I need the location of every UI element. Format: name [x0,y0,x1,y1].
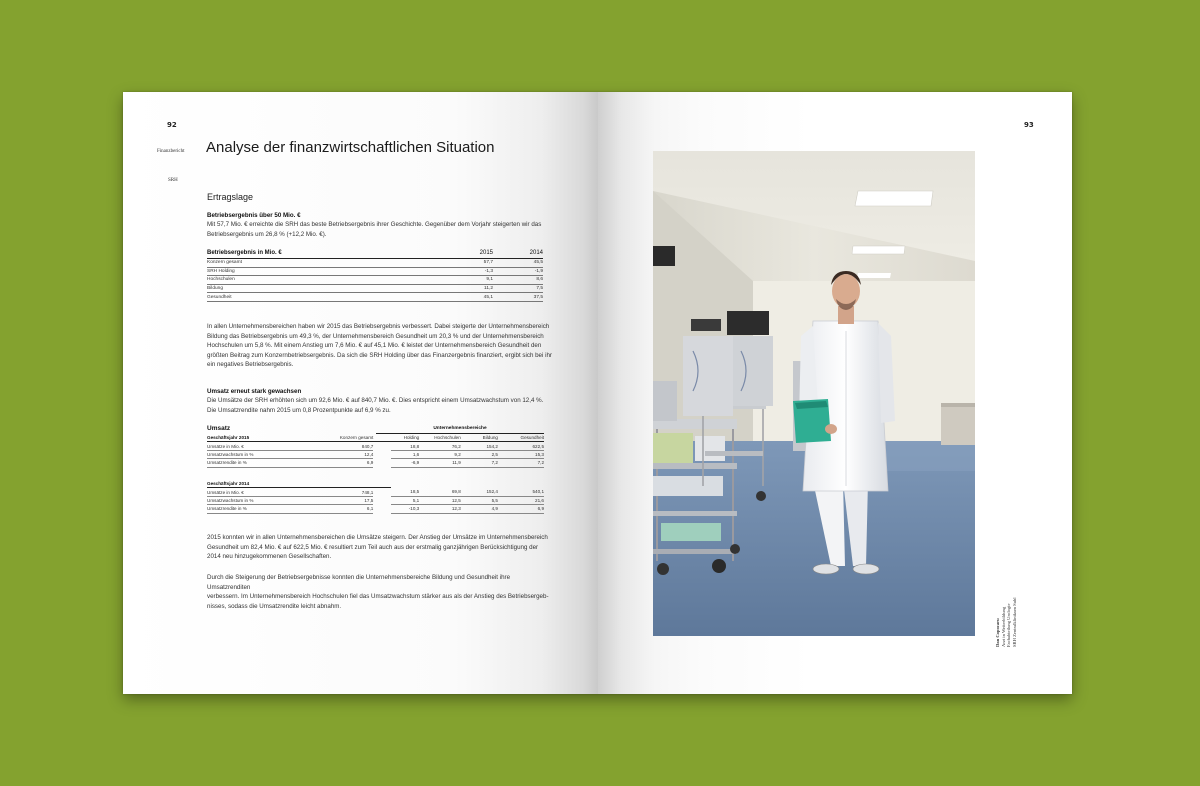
table-row [207,459,544,467]
cell: 1,6 [391,450,419,458]
cell-2014: 8,6 [493,276,543,285]
text-line: nisses, sodass die Umsatzrendite leicht abnahm. [207,602,342,610]
photo-illustration [653,151,975,636]
cell: 12,3 [419,505,461,513]
row-label: Umsatzrendite in % [207,459,316,467]
cell: 6,9 [498,505,544,513]
doctor-portrait-photo [653,151,975,636]
cell: 7,2 [498,459,544,467]
table-header-row [207,434,544,442]
cell-2014: 37,5 [493,293,543,302]
caption-line: Arzt in Weiterbildung [1000,606,1006,647]
cell-2015: 11,2 [453,284,493,293]
col-hochschulen: Hochschulen [419,434,461,442]
table-header-row [207,480,544,488]
block3-paragraph [207,396,552,415]
table-row [207,293,543,302]
paragraph-return-on-sales [207,573,552,611]
text-line: Durch die Steigerung der Betriebsergebnisse konnten die Unternehmensbereiche Bildung und Gesundheit ihre Umsatzrenditen [207,574,511,591]
cell: 9,2 [419,450,461,458]
caption-line: SRH Zentralklinikum Suhl [1011,597,1017,647]
table-row [207,259,543,268]
page-number-left: 92 [167,121,177,129]
table-row [207,496,544,504]
block1-paragraph [207,220,552,239]
paragraph-operating-result [207,322,552,370]
cell: 622,5 [498,442,544,450]
cell: 2,5 [461,450,498,458]
text-line: Bildung das Betriebsergebnis um 49,3 %, der Unternehmensbereich Gesundheit um 20,3 % und der Unternehmensbereich [207,332,544,340]
cell: 6,9 [316,459,373,467]
cell: 17,5 [316,496,373,504]
year-2015-label: Geschäftsjahr 2015 [207,434,316,442]
text-line: Hochschulen um 5,8 %. Mit einem Anstieg um 7,6 Mio. € auf 45,1 Mio. € leistet der Unternehmensbereich Gesundheit den [207,342,542,350]
cell: 540,1 [498,488,544,496]
cell: 152,4 [461,488,498,496]
cell: 840,7 [316,442,373,450]
paragraph-revenue-growth [207,533,552,562]
text-line: größten Beitrag zum Konzernbetriebsergebnis. Da sich die SRH Holding über das Finanzergebnis finanziert, ergibt sich bei ihr [207,351,552,359]
row-label: Umsätze in Mio. € [207,488,316,496]
cell-2014: -1,9 [493,267,543,276]
side-label-finanzbericht: Finanzbericht [157,149,185,154]
cell: 21,6 [498,496,544,504]
cell: 76,2 [419,442,461,450]
text-line: verbessern. Im Unternehmensbereich Hochschulen fiel das Umsatzwachstum stärker aus als der Anstieg des Betriebsergeb- [207,593,549,601]
text-line: Die Umsätze der SRH erhöhten sich um 92,6 Mio. € auf 840,7 Mio. €. Dies entspricht einem Umsatzwachstum von 12,4 %. [207,397,544,404]
revenue-table-2015 [207,434,544,468]
block3-heading: Umsatz erneut stark gewachsen [207,388,302,395]
row-label: Gesundheit [207,293,453,302]
block1-heading: Betriebsergebnis über 50 Mio. € [207,212,301,219]
cell: 15,3 [498,450,544,458]
row-label: Bildung [207,284,453,293]
cell: 6,1 [316,505,373,513]
cell-2015: 9,1 [453,276,493,285]
cell: 18,8 [391,442,419,450]
col-konzern: Konzern gesamt [316,434,373,442]
cell: 18,5 [391,488,419,496]
revenue-table-2014 [207,480,544,514]
caption-line: Fachabteilung Urologie [1006,603,1012,647]
side-label-srh: SRH [168,178,178,183]
cell: 7,2 [461,459,498,467]
table-row [207,284,543,293]
text-line: In allen Unternehmensbereichen haben wir 2015 das Betriebsergebnis verbessert. Dabei steigerte der Unternehmensbereich [207,323,550,330]
table2-group-header: Unternehmensbereiche [433,426,487,431]
col-holding: Holding [391,434,419,442]
page-number-right: 93 [1024,121,1034,129]
text-line: 2014 neu hinzugekommenen Gesellschaften. [207,553,332,561]
text-line: ein negatives Betriebsergebnis. [207,361,294,369]
row-label: Hochschulen [207,276,453,285]
row-label: Konzern gesamt [207,259,453,268]
cell: 12,5 [419,496,461,504]
table1-col-2014: 2014 [529,250,543,256]
cell-2015: 45,1 [453,293,493,302]
cell: 748,1 [316,488,373,496]
cell: 12,4 [316,450,373,458]
row-label: Umsatzrendite in % [207,505,316,513]
cell: 11,9 [419,459,461,467]
caption-name: Dan Copocaru [995,618,1000,647]
text-line: Betriebsergebnis um 26,8 % (+12,2 Mio. €). [207,230,327,238]
cell-2015: -1,3 [453,267,493,276]
col-gesundheit: Gesundheit [498,434,544,442]
cell-2014: 7,5 [493,284,543,293]
row-label: SRH Holding [207,267,453,276]
row-label: Umsatzwachstum in % [207,496,316,504]
text-line: Mit 57,7 Mio. € erreichte die SRH das beste Betriebsergebnis ihrer Geschichte. Gegenüber dem Vorjahr steigerten wir das [207,221,542,228]
cell: 5,5 [461,496,498,504]
cell: -6,9 [391,459,419,467]
table1-col-2015: 2015 [479,250,493,256]
year-2014-label: Geschäftsjahr 2014 [207,480,316,488]
row-label: Umsätze in Mio. € [207,442,316,450]
table-row [207,442,544,450]
section-heading: Ertragslage [207,192,254,202]
col-bildung: Bildung [461,434,498,442]
cell: 154,2 [461,442,498,450]
table2-title: Umsatz [207,425,231,432]
text-line: 2015 konnten wir in allen Unternehmensbereichen die Umsätze steigern. Der Anstieg der Umsätze im Unternehmensbereich [207,534,548,541]
page-title: Analyse der finanzwirtschaftlichen Situation [206,139,495,156]
table-row [207,505,544,513]
text-line: Die Umsatzrendite nahm 2015 um 0,8 Prozentpunkte auf 6,9 % zu. [207,406,391,414]
left-page [123,92,598,694]
table-row [207,488,544,496]
cell: 5,1 [391,496,419,504]
right-page [598,92,1072,694]
cell-2015: 57,7 [453,259,493,268]
cell: 4,9 [461,505,498,513]
text-line: Gesundheit um 82,4 Mio. € auf 622,5 Mio. € resultiert zum Teil auch aus der erstmalig ganzjährigen Berücksichtigung der [207,543,539,551]
cell: -10,3 [391,505,419,513]
magazine-spread [123,92,1072,694]
operating-result-table [207,250,543,302]
table1-title: Betriebsergebnis in Mio. € [207,250,282,256]
row-label: Umsatzwachstum in % [207,450,316,458]
table-row [207,267,543,276]
cell: 69,8 [419,488,461,496]
photo-caption [995,587,1055,647]
cell-2014: 45,5 [493,259,543,268]
table-row [207,450,544,458]
table-row [207,276,543,285]
